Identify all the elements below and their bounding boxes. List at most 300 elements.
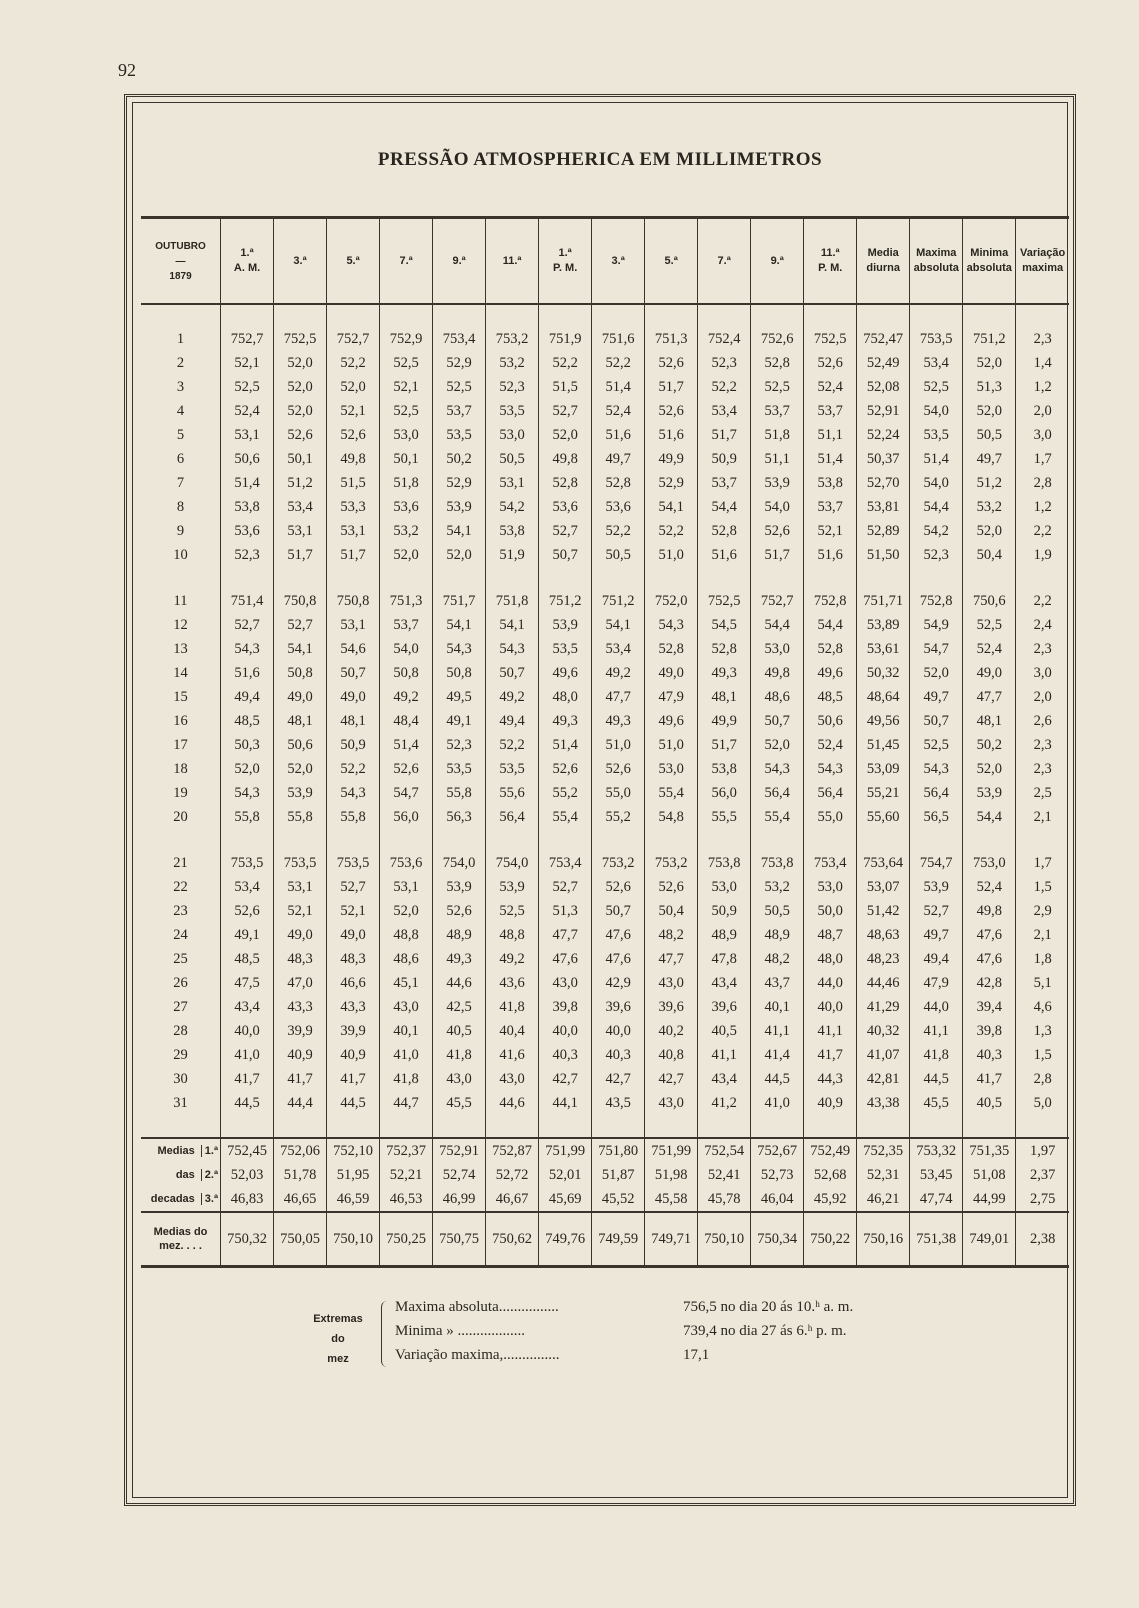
value-cell: 752,8 (804, 589, 857, 613)
decade-mean-cell: 751,35 (963, 1138, 1016, 1163)
spacer-cell (910, 829, 963, 851)
value-cell: 52,2 (539, 351, 592, 375)
day-cell: 14 (173, 664, 188, 681)
day-cell: 8 (176, 498, 185, 515)
value-cell: 52,0 (963, 399, 1016, 423)
value-cell: 48,3 (274, 947, 327, 971)
day-cell: 31 (173, 1094, 188, 1111)
decade-mean-cell: 52,74 (433, 1163, 486, 1187)
value-cell: 40,8 (645, 1043, 698, 1067)
value-cell: 52,2 (592, 351, 645, 375)
value-cell: 2,4 (1016, 613, 1069, 637)
value-cell: 49,7 (963, 447, 1016, 471)
value-cell: 52,70 (857, 471, 910, 495)
value-cell: 51,4 (592, 375, 645, 399)
value-cell: 50,2 (433, 447, 486, 471)
value-cell: 52,24 (857, 423, 910, 447)
header-hour-label: 9.ª (770, 254, 784, 267)
spacer-cell (486, 1115, 539, 1138)
value-cell: 54,1 (274, 637, 327, 661)
value-cell: 751,2 (539, 589, 592, 613)
value-cell: 50,7 (539, 543, 592, 567)
value-cell: 56,4 (804, 781, 857, 805)
value-cell: 54,3 (486, 637, 539, 661)
value-cell: 752,5 (698, 589, 751, 613)
value-cell: 49,2 (486, 947, 539, 971)
value-cell: 752,8 (910, 589, 963, 613)
value-cell: 4,6 (1016, 995, 1069, 1019)
value-cell: 750,8 (274, 589, 327, 613)
value-cell: 753,5 (327, 851, 380, 875)
value-cell: 43,6 (486, 971, 539, 995)
value-cell: 49,4 (910, 947, 963, 971)
header-hour-label: 7.ª (399, 254, 413, 267)
spacer-cell (539, 829, 592, 851)
month-mean-cell: 749,59 (592, 1212, 645, 1267)
value-cell: 2,3 (1016, 637, 1069, 661)
value-cell: 752,7 (221, 327, 274, 351)
table-row (141, 805, 1069, 829)
value-cell: 44,5 (751, 1067, 804, 1091)
spacer-cell (221, 567, 274, 589)
value-cell: 49,0 (963, 661, 1016, 685)
spacer-cell (592, 829, 645, 851)
value-cell: 45,5 (433, 1091, 486, 1115)
value-cell: 47,9 (910, 971, 963, 995)
value-cell: 751,4 (221, 589, 274, 613)
decade-mean-cell: 52,01 (539, 1163, 592, 1187)
spacer-cell (433, 829, 486, 851)
value-cell: 51,7 (645, 375, 698, 399)
value-cell: 52,9 (433, 471, 486, 495)
value-cell: 51,1 (751, 447, 804, 471)
day-cell: 3 (176, 378, 185, 395)
decade-mean-cell: 52,73 (751, 1163, 804, 1187)
value-cell: 51,0 (592, 733, 645, 757)
header-variacao-maxima-l2: maxima (1022, 262, 1064, 274)
header-hour-9 (698, 218, 751, 305)
decade-mean-cell: 752,49 (804, 1138, 857, 1163)
day-cell: 10 (173, 546, 188, 563)
value-cell: 55,4 (539, 805, 592, 829)
value-cell: 53,8 (698, 757, 751, 781)
day-cell: 29 (173, 1046, 188, 1063)
value-cell: 51,6 (698, 543, 751, 567)
header-maxima-absoluta-l2: absoluta (913, 262, 959, 274)
decade-mean-cell: 52,21 (380, 1163, 433, 1187)
value-cell: 54,1 (433, 613, 486, 637)
value-cell: 49,8 (751, 661, 804, 685)
value-cell: 53,8 (486, 519, 539, 543)
value-cell: 52,6 (221, 899, 274, 923)
value-cell: 52,5 (221, 375, 274, 399)
value-cell: 43,0 (433, 1067, 486, 1091)
month-mean-label-line: mez. . . . (159, 1240, 202, 1252)
value-cell: 52,1 (327, 399, 380, 423)
value-cell: 56,0 (698, 781, 751, 805)
value-cell: 53,6 (592, 495, 645, 519)
value-cell: 52,9 (433, 351, 486, 375)
table-row (141, 351, 1069, 375)
value-cell: 51,7 (751, 543, 804, 567)
value-cell: 48,7 (804, 923, 857, 947)
value-cell: 51,0 (645, 543, 698, 567)
value-cell: 753,8 (751, 851, 804, 875)
value-cell: 41,1 (804, 1019, 857, 1043)
value-cell: 44,3 (804, 1067, 857, 1091)
value-cell: 52,0 (274, 757, 327, 781)
value-cell: 49,5 (433, 685, 486, 709)
value-cell: 752,6 (751, 327, 804, 351)
month-mean-cell: 750,32 (221, 1212, 274, 1267)
value-cell: 52,6 (645, 351, 698, 375)
value-cell: 52,6 (751, 519, 804, 543)
value-cell: 53,7 (433, 399, 486, 423)
spacer-cell (592, 567, 645, 589)
decade-mean-row (141, 1187, 1069, 1212)
table-row (141, 995, 1069, 1019)
value-cell: 52,6 (645, 875, 698, 899)
header-hour-period: P. M. (818, 262, 843, 274)
day-cell: 2 (176, 354, 185, 371)
value-cell: 52,6 (539, 757, 592, 781)
value-cell: 54,3 (221, 781, 274, 805)
value-cell: 41,1 (698, 1043, 751, 1067)
value-cell: 50,8 (433, 661, 486, 685)
value-cell: 52,7 (221, 613, 274, 637)
spacer-cell (327, 1115, 380, 1138)
spacer-cell (804, 829, 857, 851)
value-cell: 56,3 (433, 805, 486, 829)
decade-mean-cell: 46,04 (751, 1187, 804, 1212)
value-cell: 52,3 (698, 351, 751, 375)
decade-label-cell (141, 1187, 221, 1212)
header-month-dash: — (175, 255, 186, 267)
value-cell: 48,5 (221, 709, 274, 733)
value-cell: 53,6 (380, 495, 433, 519)
value-cell: 752,5 (274, 327, 327, 351)
value-cell: 2,3 (1016, 733, 1069, 757)
value-cell: 48,0 (804, 947, 857, 971)
value-cell: 55,6 (486, 781, 539, 805)
value-cell: 53,7 (380, 613, 433, 637)
extremas-label-line1: Extremas (313, 1313, 363, 1325)
value-cell: 51,5 (539, 375, 592, 399)
value-cell: 50,7 (751, 709, 804, 733)
value-cell: 50,9 (698, 899, 751, 923)
day-cell: 5 (176, 426, 185, 443)
value-cell: 2,3 (1016, 327, 1069, 351)
value-cell: 1,5 (1016, 875, 1069, 899)
value-cell: 752,7 (327, 327, 380, 351)
value-cell: 2,3 (1016, 757, 1069, 781)
value-cell: 49,2 (380, 685, 433, 709)
month-mean-cell: 749,76 (539, 1212, 592, 1267)
value-cell: 40,0 (804, 995, 857, 1019)
spacer-cell (963, 1115, 1016, 1138)
decade-mean-cell: 46,99 (433, 1187, 486, 1212)
value-cell: 750,6 (963, 589, 1016, 613)
value-cell: 53,9 (433, 495, 486, 519)
value-cell: 49,3 (592, 709, 645, 733)
value-cell: 752,4 (698, 327, 751, 351)
value-cell: 52,0 (221, 757, 274, 781)
value-cell: 52,3 (486, 375, 539, 399)
value-cell: 52,6 (433, 899, 486, 923)
header-variacao-maxima (1016, 218, 1069, 305)
decade-mean-cell: 752,35 (857, 1138, 910, 1163)
value-cell: 40,9 (804, 1091, 857, 1115)
value-cell: 49,0 (274, 923, 327, 947)
spacer-cell (539, 304, 592, 327)
value-cell: 49,2 (592, 661, 645, 685)
value-cell: 56,4 (486, 805, 539, 829)
value-cell: 41,07 (857, 1043, 910, 1067)
header-hour-4 (433, 218, 486, 305)
decade-label-word: decadas (150, 1193, 195, 1205)
table-row (141, 899, 1069, 923)
value-cell: 39,9 (274, 1019, 327, 1043)
decade-mean-cell: 45,78 (698, 1187, 751, 1212)
value-cell: 53,1 (274, 875, 327, 899)
spacer-cell (645, 304, 698, 327)
header-hour-label: 3.ª (293, 254, 307, 267)
value-cell: 44,7 (380, 1091, 433, 1115)
decade-mean-cell: 2,37 (1016, 1163, 1069, 1187)
day-cell: 6 (176, 450, 185, 467)
header-hour-0 (221, 218, 274, 305)
value-cell: 54,1 (592, 613, 645, 637)
value-cell: 52,0 (274, 351, 327, 375)
spacer-cell (327, 829, 380, 851)
value-cell: 52,7 (539, 519, 592, 543)
value-cell: 40,32 (857, 1019, 910, 1043)
value-cell: 52,5 (963, 613, 1016, 637)
decade-mean-cell: 752,06 (274, 1138, 327, 1163)
value-cell: 49,3 (698, 661, 751, 685)
decade-mean-cell: 752,37 (380, 1138, 433, 1163)
spacer-cell (698, 829, 751, 851)
value-cell: 49,6 (645, 709, 698, 733)
spacer-cell (433, 567, 486, 589)
value-cell: 41,0 (380, 1043, 433, 1067)
value-cell: 53,1 (327, 519, 380, 543)
value-cell: 52,0 (274, 375, 327, 399)
spacer-cell (910, 1115, 963, 1138)
page-number: 92 (118, 60, 136, 80)
header-hour-7 (592, 218, 645, 305)
table-row (141, 1043, 1069, 1067)
value-cell: 54,9 (910, 613, 963, 637)
value-cell: 40,3 (963, 1043, 1016, 1067)
value-cell: 41,8 (380, 1067, 433, 1091)
value-cell: 2,2 (1016, 589, 1069, 613)
decade-mean-cell: 51,08 (963, 1163, 1016, 1187)
value-cell: 53,5 (910, 423, 963, 447)
value-cell: 50,3 (221, 733, 274, 757)
decade-mean-cell: 51,98 (645, 1163, 698, 1187)
value-cell: 51,9 (486, 543, 539, 567)
decade-mean-cell: 753,32 (910, 1138, 963, 1163)
spacer-cell (274, 567, 327, 589)
decade-mean-cell: 46,67 (486, 1187, 539, 1212)
value-cell: 54,3 (327, 781, 380, 805)
value-cell: 39,6 (592, 995, 645, 1019)
value-cell: 51,5 (327, 471, 380, 495)
table-header (141, 218, 1069, 305)
value-cell: 753,64 (857, 851, 910, 875)
value-cell: 49,7 (910, 923, 963, 947)
header-minima-absoluta-l2: absoluta (966, 262, 1012, 274)
value-cell: 48,8 (486, 923, 539, 947)
value-cell: 53,7 (804, 495, 857, 519)
table-frame (124, 94, 1076, 1506)
table-body (141, 304, 1069, 1267)
value-cell: 43,0 (645, 971, 698, 995)
value-cell: 49,7 (592, 447, 645, 471)
value-cell: 753,4 (539, 851, 592, 875)
spacer-cell (1016, 829, 1069, 851)
value-cell: 52,8 (645, 637, 698, 661)
value-cell: 751,3 (645, 327, 698, 351)
day-cell: 16 (173, 712, 188, 729)
spacer-cell (963, 567, 1016, 589)
value-cell: 54,1 (645, 495, 698, 519)
value-cell: 44,0 (804, 971, 857, 995)
value-cell: 47,7 (592, 685, 645, 709)
value-cell: 54,2 (486, 495, 539, 519)
spacer-cell (380, 1115, 433, 1138)
value-cell: 41,7 (221, 1067, 274, 1091)
value-cell: 52,4 (804, 375, 857, 399)
value-cell: 54,0 (910, 471, 963, 495)
value-cell: 41,0 (751, 1091, 804, 1115)
month-mean-row (141, 1212, 1069, 1267)
value-cell: 41,7 (804, 1043, 857, 1067)
value-cell: 51,6 (221, 661, 274, 685)
value-cell: 54,3 (645, 613, 698, 637)
value-cell: 52,8 (592, 471, 645, 495)
spacer-cell (910, 567, 963, 589)
value-cell: 52,5 (751, 375, 804, 399)
value-cell: 55,8 (433, 781, 486, 805)
value-cell: 52,7 (539, 399, 592, 423)
extremas-min-label: Minima » .................. (395, 1323, 525, 1339)
value-cell: 56,4 (910, 781, 963, 805)
month-mean-cell: 2,38 (1016, 1212, 1069, 1267)
value-cell: 55,8 (274, 805, 327, 829)
value-cell: 44,6 (486, 1091, 539, 1115)
spacer-cell (274, 829, 327, 851)
value-cell: 50,32 (857, 661, 910, 685)
spacer-cell (486, 304, 539, 327)
value-cell: 752,0 (645, 589, 698, 613)
value-cell: 48,4 (380, 709, 433, 733)
value-cell: 52,0 (963, 757, 1016, 781)
table-row (141, 971, 1069, 995)
spacer-cell (751, 1115, 804, 1138)
value-cell: 50,5 (963, 423, 1016, 447)
decade-mean-cell: 752,45 (221, 1138, 274, 1163)
value-cell: 50,9 (698, 447, 751, 471)
day-cell: 20 (173, 808, 188, 825)
value-cell: 52,4 (592, 399, 645, 423)
table-row (141, 947, 1069, 971)
value-cell: 52,5 (486, 899, 539, 923)
value-cell: 55,4 (751, 805, 804, 829)
value-cell: 53,1 (327, 613, 380, 637)
day-cell: 24 (173, 926, 188, 943)
value-cell: 54,1 (486, 613, 539, 637)
value-cell: 52,0 (327, 375, 380, 399)
value-cell: 53,81 (857, 495, 910, 519)
extremas-label-line3: mez (327, 1353, 349, 1365)
value-cell: 53,6 (539, 495, 592, 519)
decade-mean-cell: 751,80 (592, 1138, 645, 1163)
header-media-diurna-l2: diurna (866, 262, 901, 274)
value-cell: 753,2 (486, 327, 539, 351)
value-cell: 48,0 (539, 685, 592, 709)
value-cell: 51,3 (963, 375, 1016, 399)
value-cell: 45,5 (910, 1091, 963, 1115)
value-cell: 752,9 (380, 327, 433, 351)
month-mean-cell: 749,01 (963, 1212, 1016, 1267)
spacer-row (141, 829, 1069, 851)
value-cell: 751,6 (592, 327, 645, 351)
day-cell: 22 (173, 878, 188, 895)
decade-mean-cell: 751,99 (539, 1138, 592, 1163)
value-cell: 52,0 (274, 399, 327, 423)
value-cell: 54,4 (963, 805, 1016, 829)
value-cell: 51,7 (274, 543, 327, 567)
value-cell: 754,0 (486, 851, 539, 875)
value-cell: 41,8 (486, 995, 539, 1019)
value-cell: 50,5 (592, 543, 645, 567)
spacer-cell (751, 304, 804, 327)
value-cell: 40,1 (380, 1019, 433, 1043)
value-cell: 48,1 (327, 709, 380, 733)
header-minima-absoluta (963, 218, 1016, 305)
spacer-cell (274, 1115, 327, 1138)
header-hour-label: 9.ª (452, 254, 466, 267)
spacer-cell (221, 304, 274, 327)
value-cell: 41,29 (857, 995, 910, 1019)
value-cell: 753,5 (274, 851, 327, 875)
value-cell: 52,4 (963, 637, 1016, 661)
value-cell: 40,4 (486, 1019, 539, 1043)
value-cell: 52,0 (963, 519, 1016, 543)
month-mean-cell: 750,25 (380, 1212, 433, 1267)
value-cell: 43,0 (380, 995, 433, 1019)
value-cell: 49,6 (804, 661, 857, 685)
extremas-min-value: 739,4 no dia 27 ás 6.ʰ p. m. (683, 1323, 847, 1339)
value-cell: 47,6 (592, 923, 645, 947)
value-cell: 49,2 (486, 685, 539, 709)
table-row (141, 1067, 1069, 1091)
value-cell: 49,7 (910, 685, 963, 709)
value-cell: 49,0 (327, 685, 380, 709)
value-cell: 50,5 (486, 447, 539, 471)
value-cell: 43,4 (698, 1067, 751, 1091)
value-cell: 52,1 (274, 899, 327, 923)
value-cell: 51,7 (698, 423, 751, 447)
decade-mean-cell: 46,59 (327, 1187, 380, 1212)
value-cell: 53,1 (486, 471, 539, 495)
spacer-cell (857, 829, 910, 851)
value-cell: 40,0 (539, 1019, 592, 1043)
header-minima-absoluta-l1: Minima (970, 247, 1009, 259)
value-cell: 53,5 (433, 757, 486, 781)
